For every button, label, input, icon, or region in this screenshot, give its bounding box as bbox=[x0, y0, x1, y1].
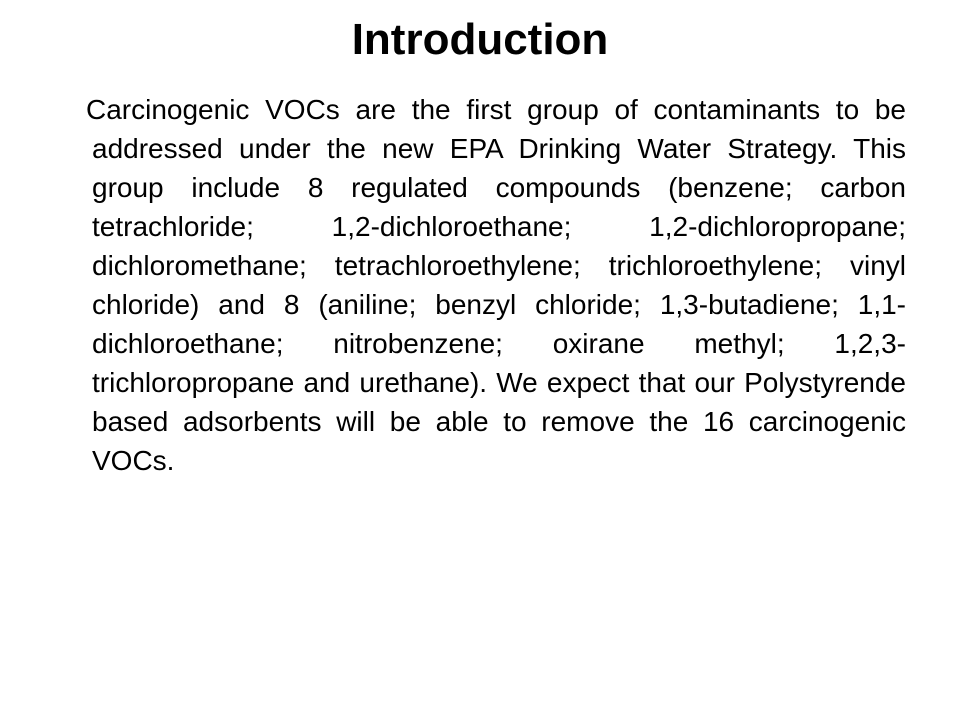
slide-title: Introduction bbox=[351, 15, 609, 64]
slide-body-text: Carcinogenic VOCs are the first group of contaminants to be addressed under the new EPA Drinking Water Strategy. This group include 8 regulated compounds (benzene; carbon tetrachloride; 1,2-dichloroethane; 1,2-dichloropropane; dichloromethane; tetrachloroethylene; trichloroethylene; vinyl chloride) and 8 (aniline; benzyl chloride; 1,3-butadiene; 1,1-dichloroethane; nitrobenzene; oxirane methyl; 1,2,3-trichloropropane and urethane). We expect that our Polystyrende based adsorbents will be able to remove the 16 carcinogenic VOCs. bbox=[86, 94, 906, 476]
